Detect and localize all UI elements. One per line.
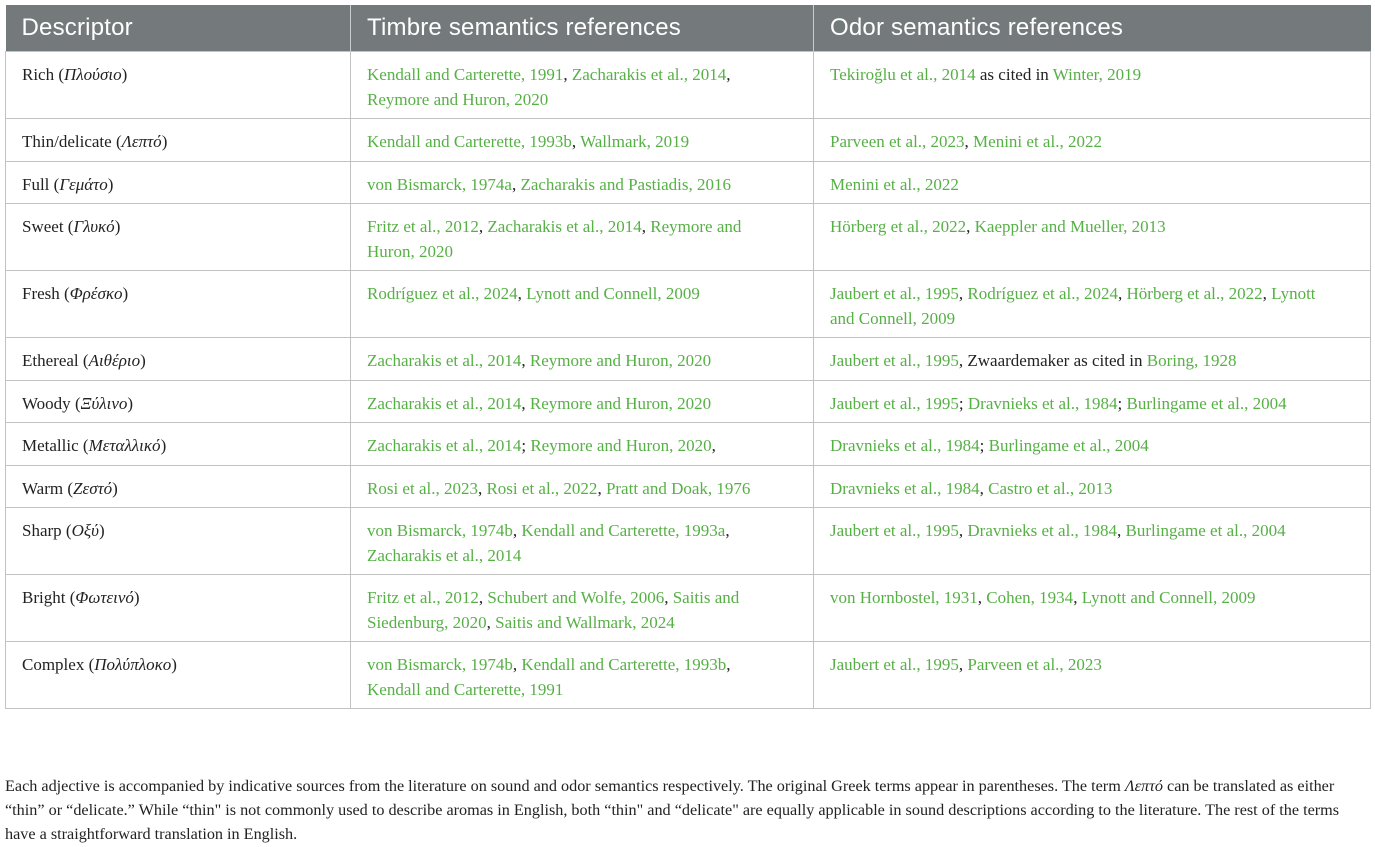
descriptor-cell: Thin/delicate (Λεπτό) (6, 119, 351, 162)
table-row (6, 161, 1371, 204)
citation-link[interactable]: von Bismarck, 1974b (367, 655, 513, 674)
citation-link[interactable]: Boring, 1928 (1146, 351, 1237, 370)
timbre-references-cell (351, 380, 814, 423)
citation-separator: , (977, 588, 987, 607)
citation-link[interactable]: Hörberg et al., 2022 (830, 217, 967, 236)
citation-separator: ; (521, 436, 531, 455)
descriptor-greek: Γλυκό (73, 217, 115, 236)
odor-references-cell (814, 204, 1371, 271)
table-row (6, 338, 1371, 381)
citation-link[interactable]: Reymore and Huron, 2020 (367, 217, 742, 261)
descriptor-greek: Ξύλινο (80, 393, 128, 413)
citation-link[interactable]: Schubert and Wolfe, 2006 (487, 588, 665, 607)
citation-link[interactable]: Jaubert et al., 1995 (830, 284, 959, 303)
citation-separator: , (711, 436, 716, 455)
header-odor-references: Odor semantics references (814, 5, 1371, 52)
table-row (6, 204, 1371, 271)
timbre-reference-list (367, 394, 711, 413)
citation-link[interactable]: Zacharakis et al., 2014 (367, 393, 522, 413)
citation-link[interactable]: von Bismarck, 1974a (367, 174, 512, 194)
citation-link[interactable]: Rosi et al., 2022 (486, 478, 598, 498)
citation-separator: , (521, 393, 530, 413)
timbre-references-cell (351, 204, 814, 271)
timbre-references-cell (351, 338, 814, 381)
citation-link[interactable]: von Bismarck, 1974b (367, 521, 513, 540)
citation-link[interactable]: Kaeppler and Mueller, 2013 (974, 217, 1166, 236)
citation-link[interactable]: Dravnieks et al., 1984 (830, 478, 980, 498)
odor-reference-list (830, 175, 959, 194)
descriptor-english: Fresh (22, 284, 60, 303)
descriptor-greek: Οξύ (71, 521, 99, 540)
citation-link[interactable]: Dravnieks et al., 1984 (830, 436, 980, 455)
citation-link[interactable]: Jaubert et al., 1995 (830, 521, 959, 540)
citation-link[interactable]: Wallmark, 2019 (580, 132, 690, 151)
citation-separator: , (1118, 284, 1127, 303)
citation-link[interactable]: Winter, 2019 (1052, 65, 1142, 84)
odor-references-cell (814, 271, 1371, 338)
citation-link[interactable]: Parveen et al., 2023 (830, 132, 965, 151)
citation-link[interactable]: Zacharakis et al., 2014 (571, 65, 727, 84)
references-table (5, 5, 1371, 709)
odor-references-cell (814, 161, 1371, 204)
table-row (6, 119, 1371, 162)
citation-separator: , (726, 655, 731, 674)
citation-separator: , (597, 478, 606, 498)
descriptor-greek: Αιθέριο (88, 351, 141, 370)
citation-separator: , (1117, 521, 1126, 540)
timbre-reference-list (367, 351, 711, 370)
citation-separator: , (725, 521, 730, 540)
descriptor-greek: Γεμάτο (59, 174, 108, 194)
citation-link[interactable]: Lynott and Connell, 2009 (526, 284, 700, 303)
timbre-reference-list (367, 479, 750, 498)
citation-separator: , (664, 588, 673, 607)
citation-link[interactable]: Zacharakis et al., 2014 (487, 217, 642, 236)
citation-separator: , (1073, 588, 1082, 607)
table-row (6, 423, 1371, 466)
citation-link[interactable]: Kendall and Carterette, 1993b (367, 132, 572, 151)
citation-link[interactable]: Lynott and Connell, 2009 (830, 284, 1316, 328)
descriptor-english: Ethereal (22, 351, 79, 370)
citation-link[interactable]: von Hornbostel, 1931 (830, 588, 978, 607)
descriptor-greek: Πλούσιο (64, 65, 122, 84)
timbre-reference-list (367, 284, 700, 303)
citation-link[interactable]: Jaubert et al., 1995 (830, 351, 959, 370)
descriptor-cell: Fresh (Φρέσκο) (6, 271, 351, 338)
citation-link[interactable]: Reymore and Huron, 2020 (530, 436, 712, 455)
odor-reference-list (830, 217, 1166, 236)
descriptor-cell: Metallic (Μεταλλικό) (6, 423, 351, 466)
descriptor-english: Full (22, 174, 50, 194)
citation-separator: , (966, 217, 975, 236)
citation-link[interactable]: Parveen et al., 2023 (967, 655, 1102, 674)
citation-separator: , (958, 521, 968, 540)
odor-reference-list (830, 588, 1255, 607)
odor-references-cell (814, 380, 1371, 423)
descriptor-greek: Πολύπλοκο (94, 655, 172, 674)
descriptor-english: Complex (22, 655, 85, 674)
citation-separator: , (511, 174, 521, 194)
descriptor-cell: Bright (Φωτεινό) (6, 575, 351, 642)
citation-link[interactable]: Zacharakis et al., 2014 (367, 545, 522, 565)
table-row (6, 465, 1371, 508)
citation-link[interactable]: Kendall and Carterette, 1991 (367, 65, 564, 84)
odor-references-cell (814, 465, 1371, 508)
table-body (6, 52, 1371, 709)
citation-separator: as cited in (975, 65, 1053, 84)
descriptor-cell: Ethereal (Αιθέριο) (6, 338, 351, 381)
timbre-reference-list (367, 588, 739, 632)
citation-link[interactable]: Rosi et al., 2023 (367, 478, 478, 498)
descriptor-english: Sharp (22, 521, 62, 540)
citation-link[interactable]: Kendall and Carterette, 1993b (521, 655, 727, 674)
timbre-references-cell (351, 642, 814, 709)
citation-link[interactable]: Zacharakis et al., 2014 (367, 351, 522, 370)
timbre-reference-list (367, 521, 730, 565)
table-row (6, 271, 1371, 338)
descriptor-english: Bright (22, 588, 66, 607)
descriptor-cell: Warm (Ζεστό) (6, 465, 351, 508)
timbre-references-cell (351, 465, 814, 508)
timbre-reference-list (367, 217, 741, 261)
odor-reference-list (830, 351, 1236, 370)
citation-separator: , (478, 217, 488, 236)
timbre-reference-list (367, 436, 716, 455)
descriptor-english: Rich (22, 65, 55, 84)
descriptor-greek: Λεπτό (121, 132, 162, 151)
citation-link[interactable]: Zacharakis and Pastiadis, 2016 (520, 174, 732, 194)
citation-separator: , (478, 588, 488, 607)
odor-reference-list (830, 394, 1287, 413)
descriptor-cell: Sweet (Γλυκό) (6, 204, 351, 271)
descriptor-cell: Rich (Πλούσιο) (6, 52, 351, 119)
descriptor-cell: Complex (Πολύπλοκο) (6, 642, 351, 709)
table-row (6, 52, 1371, 119)
timbre-reference-list (367, 655, 731, 699)
odor-references-cell (814, 508, 1371, 575)
citation-separator: , (979, 478, 989, 498)
citation-separator: , (521, 351, 530, 370)
footnote-text-end: can be translated as either “thin” or “delicate.” While “thin" is not commonly used to describe aromas in English, both “thin" and “delicate" are equally applicable in sound descriptions according to the literature. The rest of the terms have a straightforward translation in English. (5, 777, 1340, 843)
citation-link[interactable]: Jaubert et al., 1995 (830, 393, 959, 413)
citation-link[interactable]: Burlingame et al., 2004 (988, 436, 1149, 455)
citation-separator: , (1262, 284, 1272, 303)
odor-reference-list (830, 436, 1149, 455)
citation-separator: , (563, 65, 572, 84)
citation-separator: , (641, 217, 651, 236)
citation-link[interactable]: Rodríguez et al., 2024 (967, 284, 1118, 303)
table-row (6, 380, 1371, 423)
citation-separator: , (726, 65, 731, 84)
table-row (6, 575, 1371, 642)
citation-link[interactable]: Saitis and Wallmark, 2024 (495, 612, 675, 632)
citation-separator: , (958, 284, 968, 303)
table-row (6, 508, 1371, 575)
citation-link[interactable]: Reymore and Huron, 2020 (529, 351, 712, 370)
descriptor-greek: Ζεστό (73, 478, 113, 498)
citation-link[interactable]: Reymore and Huron, 2020 (367, 89, 549, 109)
odor-references-cell (814, 575, 1371, 642)
citation-separator: , Zwaardemaker as cited in (958, 351, 1147, 370)
timbre-reference-list (367, 175, 731, 194)
header-descriptor: Descriptor (6, 5, 351, 52)
timbre-references-cell (351, 161, 814, 204)
odor-reference-list (830, 132, 1102, 151)
odor-references-cell (814, 52, 1371, 119)
citation-separator: ; (1117, 393, 1127, 413)
citation-separator: , (486, 612, 496, 632)
citation-link[interactable]: Castro et al., 2013 (988, 478, 1113, 498)
timbre-references-cell (351, 508, 814, 575)
timbre-references-cell (351, 52, 814, 119)
citation-link[interactable]: Menini et al., 2022 (830, 174, 959, 194)
citation-link[interactable]: Hörberg et al., 2022 (1126, 284, 1263, 303)
descriptor-english: Thin/delicate (22, 132, 112, 151)
odor-reference-list (830, 655, 1102, 674)
citation-link[interactable]: Saitis and Siedenburg, 2020 (367, 588, 740, 632)
timbre-references-cell (351, 575, 814, 642)
footnote-greek-term: Λεπτό (1124, 777, 1163, 795)
descriptor-english: Metallic (22, 436, 79, 455)
odor-reference-list (830, 65, 1141, 84)
citation-link[interactable]: Rodríguez et al., 2024 (367, 284, 518, 303)
odor-references-cell (814, 119, 1371, 162)
citation-link[interactable]: Jaubert et al., 1995 (830, 655, 959, 674)
citation-separator: ; (958, 393, 968, 413)
citation-separator: ; (979, 436, 989, 455)
footnote-text-start: Each adjective is accompanied by indicative sources from the literature on sound and odor semantics respectively. The original Greek terms appear in parentheses. The term (5, 777, 1125, 795)
header-row (6, 5, 1371, 52)
timbre-references-cell (351, 423, 814, 466)
table-header (6, 5, 1371, 52)
descriptor-english: Sweet (22, 217, 64, 236)
descriptor-greek: Μεταλλικό (88, 436, 161, 455)
citation-separator: , (958, 655, 968, 674)
citation-link[interactable]: Lynott and Connell, 2009 (1081, 588, 1256, 607)
citation-separator: , (512, 521, 522, 540)
odor-references-cell (814, 642, 1371, 709)
timbre-reference-list (367, 132, 689, 151)
descriptor-cell: Full (Γεμάτο) (6, 161, 351, 204)
odor-references-cell (814, 338, 1371, 381)
table-footnote (5, 774, 1370, 846)
citation-separator: , (964, 132, 974, 151)
citation-link[interactable]: Reymore and Huron, 2020 (529, 393, 712, 413)
descriptor-greek: Φωτεινό (75, 588, 134, 607)
citation-link[interactable]: Zacharakis et al., 2014 (367, 436, 522, 455)
citation-separator: , (571, 132, 581, 151)
descriptor-greek: Φρέσκο (69, 284, 123, 303)
citation-link[interactable]: Burlingame et al., 2004 (1125, 521, 1286, 540)
odor-reference-list (830, 284, 1316, 328)
header-timbre-references: Timbre semantics references (351, 5, 814, 52)
citation-separator: , (477, 478, 487, 498)
table-row (6, 642, 1371, 709)
citation-link[interactable]: Fritz et al., 2012 (367, 217, 479, 236)
citation-link[interactable]: Kendall and Carterette, 1993a (521, 521, 726, 540)
descriptor-english: Woody (22, 393, 71, 413)
timbre-references-cell (351, 271, 814, 338)
citation-separator: , (517, 284, 527, 303)
citation-link[interactable]: Pratt and Doak, 1976 (605, 478, 751, 498)
citation-link[interactable]: Menini et al., 2022 (973, 132, 1102, 151)
citation-link[interactable]: Burlingame et al., 2004 (1126, 393, 1287, 413)
citation-link[interactable]: Dravnieks et al., 1984 (967, 521, 1118, 540)
timbre-references-cell (351, 119, 814, 162)
citation-link[interactable]: Kendall and Carterette, 1991 (367, 679, 564, 699)
citation-separator: , (512, 655, 522, 674)
odor-references-cell (814, 423, 1371, 466)
odor-reference-list (830, 479, 1112, 498)
descriptor-english: Warm (22, 478, 64, 498)
citation-link[interactable]: Tekiroğlu et al., 2014 (830, 65, 976, 84)
citation-link[interactable]: Dravnieks et al., 1984 (967, 393, 1118, 413)
descriptor-cell: Woody (Ξύλινο) (6, 380, 351, 423)
citation-link[interactable]: Cohen, 1934 (986, 588, 1074, 607)
timbre-reference-list (367, 65, 730, 109)
citation-link[interactable]: Fritz et al., 2012 (367, 588, 479, 607)
descriptor-cell: Sharp (Οξύ) (6, 508, 351, 575)
odor-reference-list (830, 521, 1286, 540)
